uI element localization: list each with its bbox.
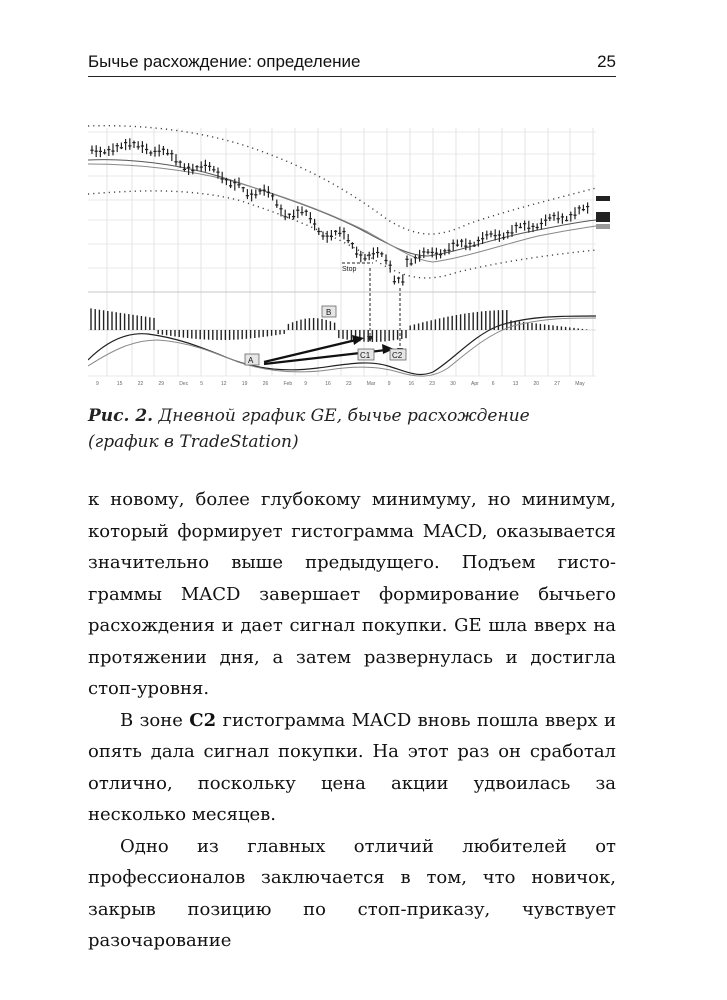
date-axis-label: 16 xyxy=(325,381,331,387)
figure-number: Рис. 2. xyxy=(88,406,154,426)
moving-average-fast xyxy=(88,160,596,256)
macd-chart-figure xyxy=(88,120,616,390)
date-axis-label: May xyxy=(575,381,585,387)
upper-envelope xyxy=(88,126,596,234)
date-axis-label: Feb xyxy=(283,381,293,387)
date-axis-label: 9 xyxy=(96,381,99,387)
date-axis-label: 13 xyxy=(512,381,519,387)
date-axis-label: 12 xyxy=(221,381,227,387)
date-axis-label: Apr xyxy=(471,381,479,387)
date-axis-label: 16 xyxy=(408,381,415,387)
page-number: 25 xyxy=(597,52,616,71)
lower-envelope xyxy=(88,191,596,278)
svg-text:A: A xyxy=(248,356,254,365)
date-axis-label: 23 xyxy=(429,381,435,387)
caption-text-2: (график в TradeStation) xyxy=(88,432,299,452)
marker-c2 xyxy=(390,349,406,360)
paragraph-3: Одно из главных отличий любителей от профессионалов заключается в том, что новичок, закрыв позицию по стоп-приказу, чувствует разочарование xyxy=(88,835,616,951)
date-axis-label: 9 xyxy=(304,381,308,387)
body-text xyxy=(88,484,616,957)
header-rule xyxy=(88,76,616,77)
paragraph-1: к новому, более глубокому минимуму, но минимум, который формирует гистограмма MACD, оказывается значительно выше предыдущего. Подъем гистограммы MACD завершает формирование бычьего расхождения и дает сигнал покупки. GE шла вверх на протяжении дня, а затем развернулась и достигла стоп-уровня. xyxy=(88,489,616,699)
marker-a xyxy=(245,354,259,365)
date-axis-label: 19 xyxy=(241,381,248,387)
caption-text-1: Дневной график GE, бычье расхождение xyxy=(158,406,530,426)
date-axis-label: 15 xyxy=(116,381,123,387)
price-scale xyxy=(596,196,610,229)
date-axis-label: 30 xyxy=(450,381,456,387)
date-axis-label: 6 xyxy=(491,381,495,387)
date-axis-label: 29 xyxy=(158,381,165,387)
date-axis-label: Mar xyxy=(366,381,376,387)
price-bars xyxy=(90,138,589,285)
moving-average-slow xyxy=(88,164,596,262)
date-axis-label: Dec xyxy=(179,381,189,387)
stop-label: Stop xyxy=(342,266,357,273)
marker-c1 xyxy=(358,349,374,360)
svg-text:B: B xyxy=(326,308,332,317)
date-axis-label: 5 xyxy=(200,381,203,387)
date-axis xyxy=(96,381,585,387)
date-axis-label: 23 xyxy=(346,381,352,387)
date-axis-label: 26 xyxy=(262,381,269,387)
date-axis-label: 22 xyxy=(137,381,144,387)
date-axis-label: 20 xyxy=(533,381,540,387)
zone-label: C2 xyxy=(189,709,217,731)
marker-b xyxy=(322,306,336,317)
running-head-title: Бычье расхождение: определение xyxy=(88,52,361,71)
date-axis-label: 9 xyxy=(387,381,391,387)
date-axis-label: 27 xyxy=(554,381,560,387)
svg-text:C2: C2 xyxy=(392,351,403,360)
running-head xyxy=(88,46,616,76)
figure-caption xyxy=(88,403,616,455)
svg-text:C1: C1 xyxy=(360,351,371,360)
paragraph-2: В зоне C2 гистограмма MACD вновь пошла вверх и опять дала сигнал покупки. На этот раз он сработал отлично, поскольку цена акции удвоилась за несколько месяцев. xyxy=(88,709,616,825)
